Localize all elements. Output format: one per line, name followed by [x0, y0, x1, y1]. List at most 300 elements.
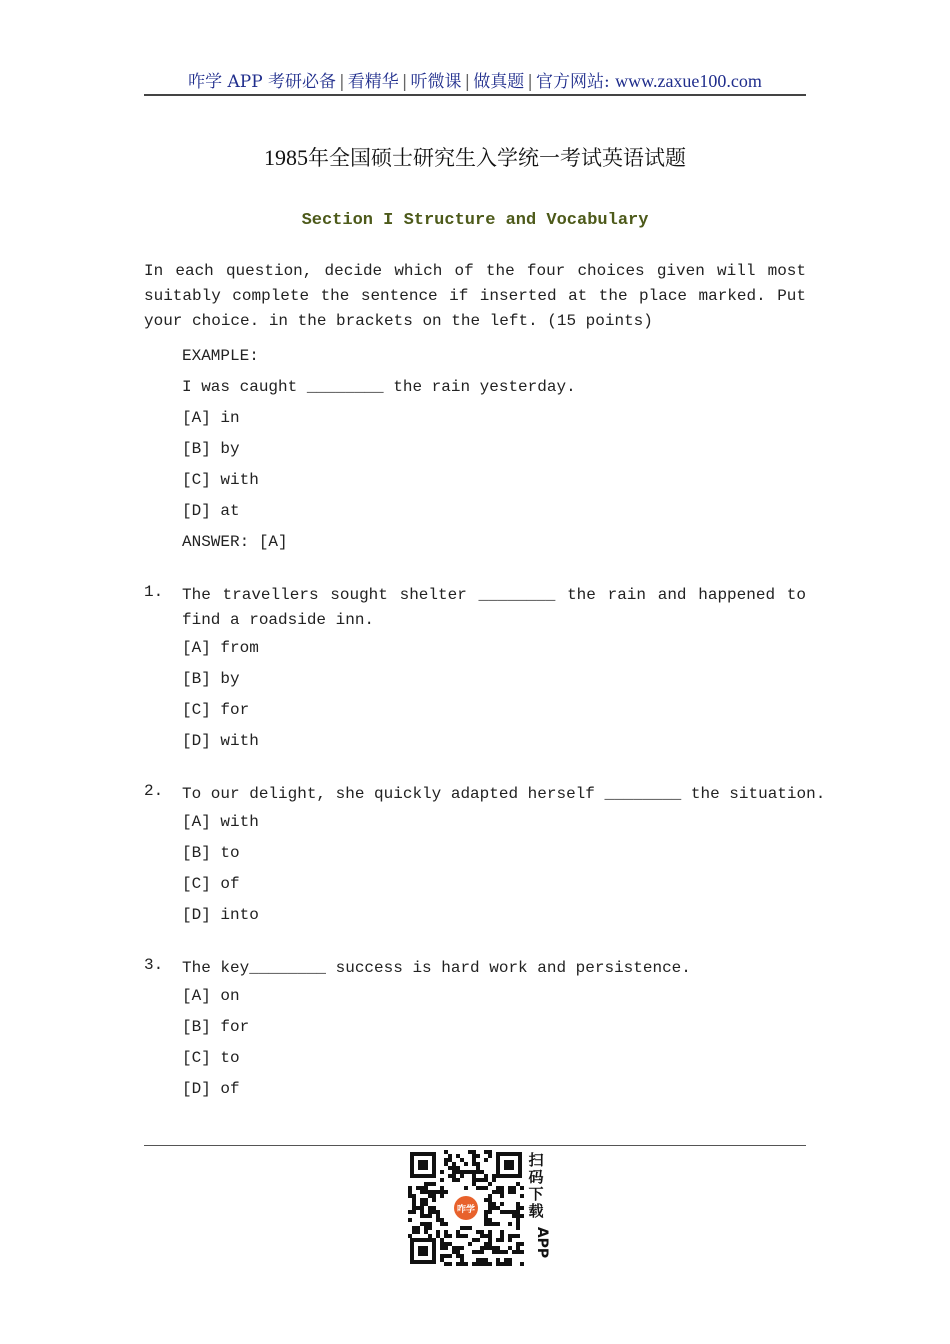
qr-module [432, 1198, 436, 1202]
qr-module [420, 1214, 424, 1218]
qr-module [460, 1170, 464, 1174]
qr-module [484, 1218, 488, 1222]
qr-module [504, 1210, 508, 1214]
qr-module [408, 1234, 412, 1238]
question-option: [D] with [182, 732, 259, 750]
qr-module [424, 1182, 428, 1186]
qr-module [476, 1186, 480, 1190]
qr-module [508, 1186, 512, 1190]
title-year: 1985 [264, 145, 308, 170]
qr-module [436, 1230, 440, 1234]
qr-module [444, 1234, 448, 1238]
qr-module [504, 1250, 508, 1254]
qr-module [420, 1186, 424, 1190]
qr-module [440, 1222, 444, 1226]
qr-module [516, 1250, 520, 1254]
qr-module [484, 1158, 488, 1162]
qr-module [452, 1174, 456, 1178]
qr-module [416, 1206, 420, 1210]
qr-module [448, 1234, 452, 1238]
qr-module [432, 1182, 436, 1186]
qr-module [460, 1262, 464, 1266]
qr-module [476, 1154, 480, 1158]
qr-module [460, 1234, 464, 1238]
qr-module [516, 1206, 520, 1210]
qr-module [472, 1150, 476, 1154]
qr-module [476, 1170, 480, 1174]
qr-module [448, 1242, 452, 1246]
qr-module [448, 1158, 452, 1162]
qr-module [468, 1170, 472, 1174]
qr-caption-char: 码 [528, 1168, 544, 1186]
qr-module [456, 1262, 460, 1266]
qr-module [436, 1218, 440, 1222]
qr-module [408, 1194, 412, 1198]
question-option: [B] by [182, 670, 240, 688]
qr-module [500, 1210, 504, 1214]
example-option: [D] at [182, 502, 240, 520]
qr-module [472, 1158, 476, 1162]
qr-module [412, 1206, 416, 1210]
qr-module [516, 1234, 520, 1238]
qr-module [520, 1262, 524, 1266]
question-option: [B] for [182, 1018, 250, 1036]
qr-module [436, 1210, 440, 1214]
qr-module [452, 1246, 456, 1250]
qr-module [420, 1198, 424, 1202]
qr-module [448, 1154, 452, 1158]
qr-module [468, 1226, 472, 1230]
qr-module [420, 1202, 424, 1206]
qr-module [516, 1222, 520, 1226]
qr-module [480, 1234, 484, 1238]
qr-module [428, 1194, 432, 1198]
qr-module [516, 1242, 520, 1246]
qr-module [512, 1190, 516, 1194]
qr-module [428, 1222, 432, 1226]
separator: | [527, 72, 533, 92]
qr-module [424, 1230, 428, 1234]
qr-module [508, 1246, 512, 1250]
qr-module [512, 1250, 516, 1254]
app-promo: 咋学 APP 考研必备 [188, 72, 337, 92]
qr-module [484, 1234, 488, 1238]
qr-module [512, 1214, 516, 1218]
question-option: [A] from [182, 639, 259, 657]
qr-module [460, 1226, 464, 1230]
qr-module [456, 1178, 460, 1182]
qr-module [412, 1210, 416, 1214]
qr-caption-char: 下 [528, 1185, 544, 1203]
qr-module [420, 1206, 424, 1210]
qr-module [488, 1194, 492, 1198]
qr-module [488, 1218, 492, 1222]
qr-module [432, 1210, 436, 1214]
qr-module [440, 1258, 444, 1262]
qr-module [412, 1230, 416, 1234]
qr-module [432, 1206, 436, 1210]
qr-module [516, 1210, 520, 1214]
qr-module [496, 1258, 500, 1262]
question-number: 1. [144, 583, 164, 601]
qr-module [412, 1202, 416, 1206]
qr-module [484, 1258, 488, 1262]
qr-module [488, 1154, 492, 1158]
qr-module [472, 1238, 476, 1242]
qr-module [484, 1178, 488, 1182]
qr-module [484, 1174, 488, 1178]
qr-module [440, 1238, 444, 1242]
qr-module [480, 1178, 484, 1182]
qr-module [456, 1234, 460, 1238]
qr-module [488, 1242, 492, 1246]
qr-module [476, 1162, 480, 1166]
qr-module [464, 1162, 468, 1166]
qr-caption-char: 载 [528, 1202, 544, 1220]
question-option: [A] with [182, 813, 259, 831]
qr-module [464, 1170, 468, 1174]
qr-code[interactable] [408, 1150, 524, 1266]
qr-module [420, 1210, 424, 1214]
qr-module [416, 1230, 420, 1234]
qr-module [412, 1198, 416, 1202]
qr-module [520, 1242, 524, 1246]
qr-module [500, 1202, 504, 1206]
qr-module [456, 1170, 460, 1174]
qr-module [488, 1246, 492, 1250]
qr-module [444, 1242, 448, 1246]
qr-module [496, 1206, 500, 1210]
qr-module [472, 1182, 476, 1186]
qr-module [496, 1186, 500, 1190]
qr-module [488, 1198, 492, 1202]
qr-module [488, 1202, 492, 1206]
qr-module [500, 1186, 504, 1190]
question-text: The key________ success is hard work and persistence. [182, 959, 691, 977]
qr-module [516, 1202, 520, 1206]
qr-module [412, 1226, 416, 1230]
qr-module [484, 1198, 488, 1202]
qr-module [500, 1238, 504, 1242]
qr-module [476, 1258, 480, 1262]
qr-module [480, 1262, 484, 1266]
qr-module [444, 1262, 448, 1266]
qr-module [484, 1214, 488, 1218]
qr-module [488, 1150, 492, 1154]
qr-module [448, 1262, 452, 1266]
qr-module [476, 1238, 480, 1242]
question-option: [C] of [182, 875, 240, 893]
qr-module [428, 1210, 432, 1214]
qr-module [472, 1162, 476, 1166]
qr-module [472, 1154, 476, 1158]
qr-module [464, 1234, 468, 1238]
qr-module [440, 1246, 444, 1250]
question-text: To our delight, she quickly adapted herself ________ the situation. [182, 785, 826, 803]
qr-module [460, 1246, 464, 1250]
qr-module [428, 1190, 432, 1194]
qr-module [440, 1186, 444, 1190]
question-option: [C] to [182, 1049, 240, 1067]
qr-module [496, 1238, 500, 1242]
qr-module [520, 1214, 524, 1218]
header-link-highlights[interactable]: 看精华 [347, 72, 399, 92]
qr-module [504, 1262, 508, 1266]
qr-module [456, 1230, 460, 1234]
question-option: [B] to [182, 844, 240, 862]
qr-module [496, 1246, 500, 1250]
title-text: 年全国硕士研究生入学统一考试英语试题 [308, 146, 686, 170]
qr-module [492, 1250, 496, 1254]
example-label: EXAMPLE: [182, 347, 259, 365]
qr-module [520, 1194, 524, 1198]
qr-module [496, 1190, 500, 1194]
qr-module [512, 1186, 516, 1190]
qr-module [440, 1218, 444, 1222]
qr-module [500, 1190, 504, 1194]
qr-module [496, 1222, 500, 1226]
qr-module [516, 1226, 520, 1230]
qr-module [480, 1186, 484, 1190]
qr-module [444, 1150, 448, 1154]
qr-module [440, 1254, 444, 1258]
qr-module [488, 1182, 492, 1186]
question-text: The travellers sought shelter ________ the rain and happened to find a roadside inn. [182, 586, 806, 629]
example-option: [C] with [182, 471, 259, 489]
instructions: In each question, decide which of the four choices given will most suitably complete the sentence if inserted at the place marked. Put your choice. in the brackets on the left. (15 points) [144, 262, 806, 330]
qr-module [424, 1186, 428, 1190]
qr-module [488, 1206, 492, 1210]
qr-module [456, 1254, 460, 1258]
example-option: [B] by [182, 440, 240, 458]
qr-module [464, 1226, 468, 1230]
qr-module [440, 1190, 444, 1194]
site-label: 官方网站: [535, 72, 610, 92]
footer-divider [144, 1145, 806, 1146]
qr-module [468, 1150, 472, 1154]
qr-module [484, 1222, 488, 1226]
section-heading: Section I Structure and Vocabulary [301, 211, 649, 230]
qr-module [408, 1210, 412, 1214]
qr-module [464, 1262, 468, 1266]
qr-caption-char: 扫 [528, 1151, 544, 1169]
qr-module [492, 1174, 496, 1178]
qr-module [428, 1206, 432, 1210]
header-link-microlessons[interactable]: 听微课 [410, 72, 462, 92]
example-sentence: I was caught ________ the rain yesterday. [182, 378, 576, 396]
qr-module [428, 1182, 432, 1186]
qr-module [484, 1242, 488, 1246]
qr-module [424, 1214, 428, 1218]
page-header [144, 68, 806, 96]
qr-module [512, 1210, 516, 1214]
qr-module [424, 1202, 428, 1206]
qr-module [424, 1222, 428, 1226]
separator: | [464, 72, 471, 92]
qr-module [464, 1186, 468, 1190]
qr-module [456, 1246, 460, 1250]
qr-module [460, 1254, 464, 1258]
qr-module [488, 1230, 492, 1234]
qr-module [440, 1242, 444, 1246]
qr-module [436, 1234, 440, 1238]
qr-module [416, 1186, 420, 1190]
qr-module [428, 1226, 432, 1230]
qr-module [508, 1210, 512, 1214]
qr-module [452, 1178, 456, 1182]
qr-module [408, 1186, 412, 1190]
qr-module [460, 1258, 464, 1262]
qr-module [476, 1250, 480, 1254]
qr-module [476, 1166, 480, 1170]
qr-module [444, 1222, 448, 1226]
qr-module [408, 1218, 412, 1222]
qr-module [500, 1234, 504, 1238]
qr-module [448, 1254, 452, 1258]
page-title [144, 142, 806, 172]
qr-module [508, 1238, 512, 1242]
example-answer: ANSWER: [A] [182, 533, 288, 551]
qr-module [436, 1190, 440, 1194]
qr-module [452, 1250, 456, 1254]
qr-module [444, 1246, 448, 1250]
qr-module [508, 1190, 512, 1194]
qr-module [456, 1154, 460, 1158]
question-option: [C] for [182, 701, 250, 719]
separator: | [401, 72, 408, 92]
qr-module [424, 1190, 428, 1194]
question-number: 2. [144, 782, 164, 800]
qr-module [496, 1262, 500, 1266]
qr-module [440, 1178, 444, 1182]
qr-module [420, 1190, 424, 1194]
qr-module [492, 1202, 496, 1206]
qr-module [484, 1186, 488, 1190]
qr-module [476, 1178, 480, 1182]
qr-module [480, 1258, 484, 1262]
qr-module [432, 1194, 436, 1198]
question-option: [A] on [182, 987, 240, 1005]
qr-caption [526, 1151, 551, 1259]
header-link-past-exams[interactable]: 做真题 [473, 72, 525, 92]
qr-module [412, 1194, 416, 1198]
qr-module [516, 1214, 520, 1218]
qr-module [492, 1206, 496, 1210]
qr-module [508, 1234, 512, 1238]
qr-module [508, 1258, 512, 1262]
qr-module [484, 1150, 488, 1154]
qr-module [476, 1230, 480, 1234]
qr-module [424, 1198, 428, 1202]
qr-module [448, 1166, 452, 1170]
qr-module [504, 1258, 508, 1262]
qr-module [444, 1190, 448, 1194]
qr-module [448, 1174, 452, 1178]
qr-module [520, 1250, 524, 1254]
qr-module [492, 1190, 496, 1194]
qr-module [520, 1206, 524, 1210]
qr-module [460, 1174, 464, 1178]
qr-module [432, 1190, 436, 1194]
qr-module [444, 1230, 448, 1234]
question-number: 3. [144, 956, 164, 974]
qr-module [516, 1218, 520, 1222]
qr-module [484, 1210, 488, 1214]
qr-module [444, 1254, 448, 1258]
qr-module [508, 1262, 512, 1266]
question-option: [D] into [182, 906, 259, 924]
qr-module [456, 1250, 460, 1254]
qr-module [428, 1214, 432, 1218]
qr-module [428, 1234, 432, 1238]
qr-module [416, 1226, 420, 1230]
qr-module [488, 1222, 492, 1226]
qr-module [480, 1250, 484, 1254]
qr-caption-app: APP [534, 1226, 551, 1259]
qr-module [444, 1162, 448, 1166]
qr-module [472, 1174, 476, 1178]
qr-module [496, 1250, 500, 1254]
qr-module [480, 1170, 484, 1174]
qr-module [408, 1190, 412, 1194]
qr-module [492, 1246, 496, 1250]
qr-code-icon [408, 1150, 524, 1266]
qr-module [484, 1262, 488, 1266]
qr-module [476, 1262, 480, 1266]
qr-module [472, 1170, 476, 1174]
qr-module [500, 1250, 504, 1254]
qr-module [452, 1162, 456, 1166]
qr-module [484, 1246, 488, 1250]
qr-module [452, 1166, 456, 1170]
qr-center-logo: 咋学 [456, 1205, 476, 1215]
qr-module [456, 1166, 460, 1170]
qr-module [472, 1250, 476, 1254]
separator: | [339, 72, 345, 92]
qr-module [468, 1242, 472, 1246]
qr-module [480, 1246, 484, 1250]
qr-module [520, 1186, 524, 1190]
qr-module [440, 1194, 444, 1198]
qr-module [488, 1234, 492, 1238]
qr-module [512, 1234, 516, 1238]
site-url-link[interactable]: www.zaxue100.com [615, 71, 762, 91]
question-option: [D] of [182, 1080, 240, 1098]
qr-module [452, 1170, 456, 1174]
qr-module [500, 1230, 504, 1234]
qr-module [444, 1158, 448, 1162]
qr-module [492, 1178, 496, 1182]
qr-module [472, 1178, 476, 1182]
example-option: [A] in [182, 409, 240, 427]
qr-module [516, 1182, 520, 1186]
qr-module [460, 1158, 464, 1162]
qr-module [424, 1226, 428, 1230]
qr-module [500, 1262, 504, 1266]
qr-module [488, 1238, 492, 1242]
qr-module [480, 1230, 484, 1234]
qr-module [488, 1262, 492, 1266]
qr-module [472, 1262, 476, 1266]
qr-module [420, 1222, 424, 1226]
qr-module [488, 1210, 492, 1214]
qr-module [508, 1222, 512, 1226]
qr-module [436, 1214, 440, 1218]
qr-module [440, 1170, 444, 1174]
qr-module [516, 1246, 520, 1250]
qr-module [500, 1194, 504, 1198]
qr-module [492, 1222, 496, 1226]
